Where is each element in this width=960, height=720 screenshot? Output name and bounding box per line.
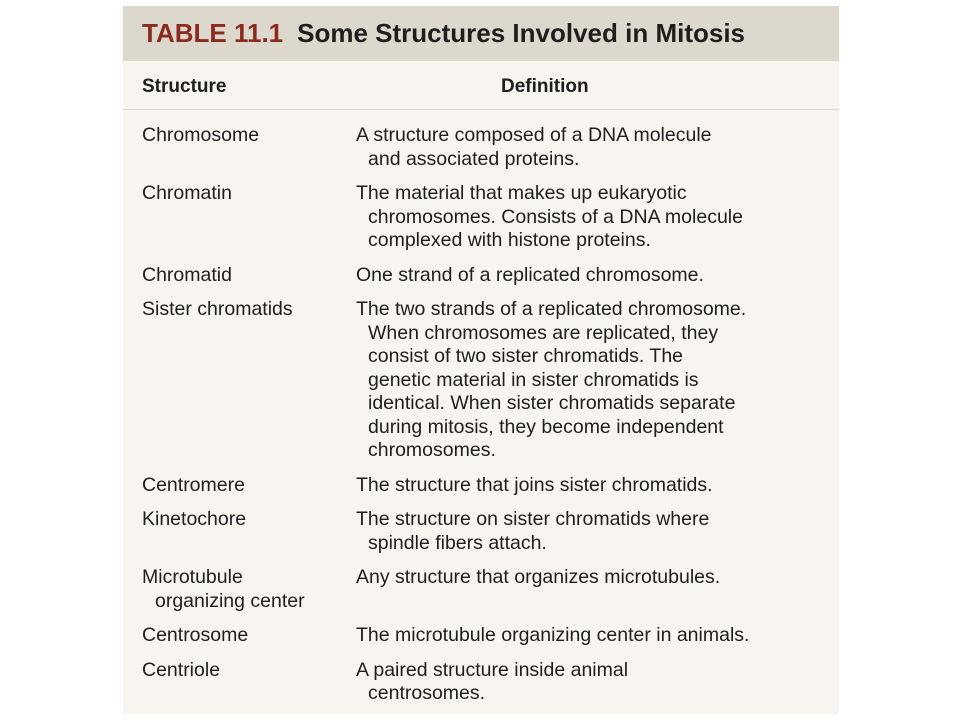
table-title-bar xyxy=(123,6,839,61)
column-header-definition: Definition xyxy=(501,76,589,97)
definition-line: spindle fibers attach. xyxy=(368,531,547,554)
definition-line: chromosomes. xyxy=(368,439,496,461)
table-row xyxy=(123,474,839,498)
definition-line: One strand of a replicated chromosome. xyxy=(356,263,704,286)
definition-cell xyxy=(356,566,826,613)
definition-line: identical. When sister chromatids separate xyxy=(368,392,736,414)
structure-term-line: Centromere xyxy=(142,473,245,496)
definition-line: The material that makes up eukaryotic xyxy=(356,182,687,204)
structure-term-line: Microtubule xyxy=(142,566,243,588)
definition-line: centrosomes. xyxy=(368,682,486,704)
structure-cell xyxy=(123,659,356,706)
definition-cell xyxy=(356,508,826,555)
definition-line: consist of two sister chromatids. The xyxy=(368,345,684,367)
definition-cell xyxy=(356,659,826,706)
table-panel xyxy=(123,6,839,714)
definition-line: The microtubule organizing center in animals. xyxy=(356,624,750,646)
structure-cell xyxy=(123,474,356,498)
definition-line: during mitosis, they become independent xyxy=(368,415,724,438)
definition-cell xyxy=(356,624,826,648)
structure-term-line: Kinetochore xyxy=(142,508,247,530)
structure-term-line: Chromatid xyxy=(142,263,232,286)
definition-line: and associated proteins. xyxy=(368,147,580,170)
definition-cell xyxy=(356,474,826,498)
definition-line: Any structure that organizes microtubules. xyxy=(356,566,721,588)
table-number: TABLE 11.1 xyxy=(142,18,284,48)
definition-line: chromosomes. Consists of a DNA molecule xyxy=(368,205,743,228)
table-row xyxy=(123,566,839,613)
table-row xyxy=(123,659,839,706)
structure-cell xyxy=(123,298,356,463)
structure-term-line: organizing center xyxy=(155,589,305,612)
table-row xyxy=(123,182,839,253)
table-title: Some Structures Involved in Mitosis xyxy=(297,18,746,48)
column-header-structure: Structure xyxy=(142,76,227,97)
structure-term-line: Chromosome xyxy=(142,124,260,146)
definition-line: A structure composed of a DNA molecule xyxy=(356,124,712,146)
definition-line: The structure that joins sister chromatids. xyxy=(356,473,713,496)
structure-term-line: Centrosome xyxy=(142,624,249,646)
definition-line: The two strands of a replicated chromosome. xyxy=(356,298,747,320)
definition-line: When chromosomes are replicated, they xyxy=(368,321,719,344)
definition-line: genetic material in sister chromatids is xyxy=(368,368,699,391)
definition-cell xyxy=(356,264,826,288)
definition-cell xyxy=(356,298,826,463)
structure-term-line: Centriole xyxy=(142,658,221,681)
structure-term-line: Chromatin xyxy=(142,182,232,204)
definition-line: The structure on sister chromatids where xyxy=(356,508,710,530)
table-row xyxy=(123,264,839,288)
structure-cell xyxy=(123,624,356,648)
table-row xyxy=(123,298,839,463)
table-row xyxy=(123,624,839,648)
table-header-row xyxy=(123,61,839,110)
structure-cell xyxy=(123,566,356,613)
definition-cell xyxy=(356,182,826,253)
structure-term-line: Sister chromatids xyxy=(142,298,293,320)
structure-cell xyxy=(123,182,356,253)
definition-line: complexed with histone proteins. xyxy=(368,229,651,251)
table-row xyxy=(123,124,839,171)
table-row xyxy=(123,508,839,555)
structure-cell xyxy=(123,124,356,171)
structure-cell xyxy=(123,264,356,288)
table-body xyxy=(123,124,839,706)
definition-cell xyxy=(356,124,826,171)
structure-cell xyxy=(123,508,356,555)
definition-line: A paired structure inside animal xyxy=(356,658,629,681)
